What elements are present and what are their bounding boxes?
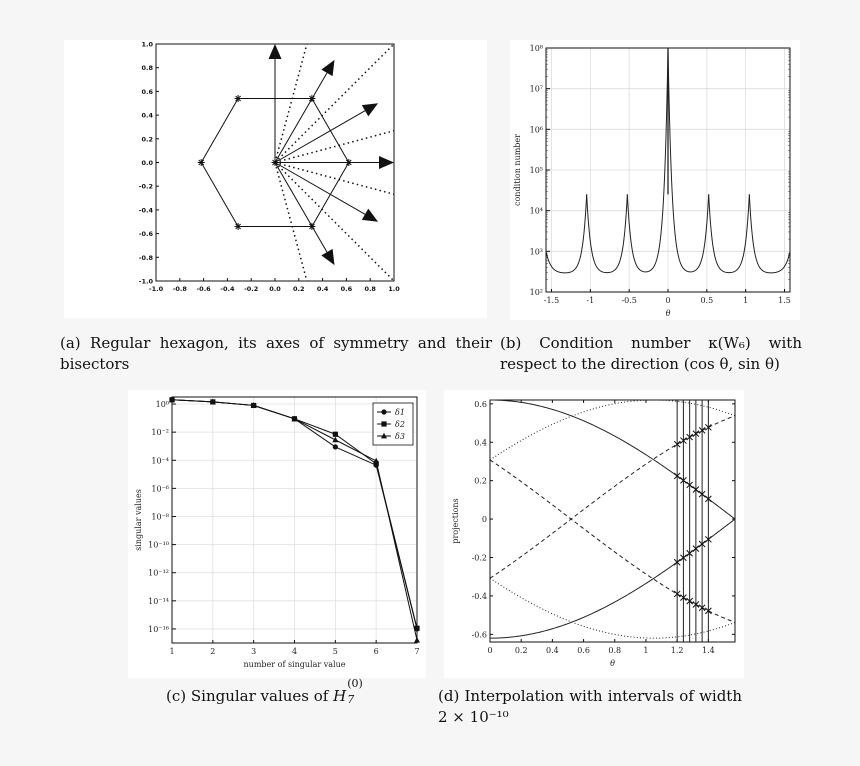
d-xtick-label: 0.4 bbox=[546, 646, 559, 655]
c-data-point bbox=[333, 432, 338, 437]
c-ytick-label: 10⁻⁸ bbox=[151, 512, 169, 522]
a-xtick-label: -0.6 bbox=[196, 285, 211, 293]
a-xtick-label: -0.8 bbox=[172, 285, 187, 293]
b-ytick-label: 10⁴ bbox=[529, 206, 543, 216]
a-ytick-label: 0.8 bbox=[141, 64, 153, 73]
a-arrow-head bbox=[321, 60, 334, 76]
a-ytick-label: 0.4 bbox=[141, 111, 153, 120]
a-symmetry-axis bbox=[275, 163, 365, 215]
c-ylabel: singular values bbox=[134, 489, 143, 551]
c-xtick-label: 4 bbox=[291, 647, 298, 656]
c-xlabel: number of singular value bbox=[243, 660, 346, 669]
caption-d: (d) Interpolation with intervals of width 2 × 10⁻¹⁰ bbox=[438, 687, 742, 726]
a-arrow-head bbox=[362, 209, 378, 222]
c-ytick-label: 10⁻⁶ bbox=[151, 484, 169, 494]
b-xtick-label: 1 bbox=[743, 296, 749, 305]
a-bisector-line bbox=[275, 107, 482, 162]
d-projection-curve bbox=[490, 400, 735, 519]
c-data-point bbox=[414, 637, 420, 643]
a-ytick-label: -0.2 bbox=[138, 182, 153, 191]
d-projection-curve bbox=[490, 416, 735, 579]
c-legend-marker bbox=[381, 421, 386, 426]
b-xlabel: θ bbox=[665, 309, 671, 318]
a-bisector-line bbox=[275, 12, 426, 163]
a-bisector-line bbox=[275, 163, 482, 218]
b-curve-segment bbox=[627, 48, 668, 272]
c-xtick-label: 5 bbox=[332, 647, 338, 656]
a-xtick-label: -1.0 bbox=[148, 285, 164, 293]
a-ytick-label: -0.4 bbox=[138, 206, 153, 215]
d-ytick-label: -0.2 bbox=[471, 553, 487, 563]
b-curve-segment bbox=[709, 194, 750, 272]
a-ytick-label: -1.0 bbox=[138, 277, 153, 286]
caption-c-text: (c) Singular values of bbox=[166, 687, 334, 705]
a-xtick-label: 0.6 bbox=[340, 285, 353, 293]
a-ytick-label: -0.6 bbox=[138, 230, 153, 239]
c-legend-label: δ2 bbox=[395, 420, 405, 429]
b-ytick-label: 10² bbox=[529, 288, 543, 297]
d-ylabel: projections bbox=[451, 498, 460, 544]
d-ytick-label: 0.6 bbox=[474, 399, 487, 409]
c-ytick-label: 10⁰ bbox=[155, 400, 169, 410]
c-ytick-label: 10⁻¹⁶ bbox=[148, 624, 169, 634]
d-xtick-label: 1.2 bbox=[670, 646, 684, 655]
a-xtick-label: -0.2 bbox=[244, 285, 259, 293]
a-ytick-label: 1.0 bbox=[141, 40, 153, 49]
a-xtick-label: 1.0 bbox=[388, 285, 400, 293]
b-ylabel: condition number bbox=[513, 134, 522, 206]
d-xlabel: θ bbox=[610, 659, 615, 668]
a-xtick-label: 0.2 bbox=[293, 285, 305, 293]
a-arrow-head bbox=[362, 103, 378, 116]
b-xtick-label: -1 bbox=[586, 296, 595, 305]
d-xtick-label: 1 bbox=[643, 646, 649, 655]
a-ytick-label: 0.6 bbox=[141, 87, 153, 96]
c-ytick-label: 10⁻² bbox=[151, 428, 169, 438]
c-xtick-label: 7 bbox=[414, 647, 420, 656]
b-curve-segment bbox=[668, 48, 709, 272]
a-ytick-label: 0.0 bbox=[141, 159, 153, 167]
d-xtick-label: 0.6 bbox=[577, 646, 590, 655]
d-projection-curve bbox=[490, 519, 735, 638]
d-ytick-label: -0.6 bbox=[471, 630, 487, 640]
d-ytick-label: 0.2 bbox=[474, 476, 487, 486]
c-legend-label: δ1 bbox=[395, 408, 405, 417]
c-legend-marker bbox=[381, 409, 386, 414]
b-curve-segment bbox=[546, 194, 587, 272]
a-ytick-label: -0.8 bbox=[138, 253, 153, 262]
b-xtick-label: -0.5 bbox=[621, 296, 637, 305]
d-xtick-label: 1.4 bbox=[701, 646, 715, 655]
a-symmetry-axis bbox=[275, 163, 327, 253]
d-xtick-label: 0.2 bbox=[514, 646, 528, 655]
b-curve-segment bbox=[749, 194, 790, 272]
a-hexagon-vertex bbox=[235, 95, 242, 102]
a-xtick-label: -0.4 bbox=[220, 285, 235, 293]
b-ytick-label: 10⁵ bbox=[529, 166, 543, 175]
a-symmetry-axis bbox=[275, 111, 365, 163]
b-curve-segment bbox=[587, 194, 628, 272]
b-ytick-label: 10³ bbox=[529, 247, 543, 257]
b-ytick-label: 10⁶ bbox=[529, 125, 543, 135]
a-arrow-head bbox=[321, 249, 334, 265]
d-xtick-label: 0.8 bbox=[608, 646, 622, 655]
caption-a: (a) Regular hexagon, its axes of symmetry and their bisectors bbox=[60, 334, 492, 373]
d-ytick-label: 0 bbox=[481, 515, 487, 525]
caption-c bbox=[166, 677, 426, 707]
d-projection-curve bbox=[490, 460, 735, 623]
caption-c-sub: 7 bbox=[347, 693, 355, 706]
c-xtick-label: 6 bbox=[373, 647, 379, 656]
caption-b: (b) Condition number κ(W₆) with respect to the direction (cos θ, sin θ) bbox=[500, 334, 802, 373]
d-projection-curve bbox=[490, 400, 735, 460]
c-xtick-label: 3 bbox=[251, 647, 257, 656]
a-xtick-label: 0.8 bbox=[364, 285, 376, 293]
b-ytick-label: 10⁷ bbox=[529, 84, 543, 94]
a-ytick-label: 0.2 bbox=[141, 135, 153, 144]
c-ytick-label: 10⁻¹⁴ bbox=[148, 596, 169, 606]
c-legend-label: δ3 bbox=[395, 432, 405, 441]
a-xtick-label: 0.4 bbox=[316, 285, 329, 293]
d-ytick-label: 0.4 bbox=[474, 438, 487, 448]
c-xtick-label: 1 bbox=[169, 647, 175, 656]
a-hexagon-vertex bbox=[198, 159, 205, 166]
b-xtick-label: 1.5 bbox=[778, 296, 791, 305]
caption-c-sup: (0) bbox=[347, 677, 363, 690]
c-ytick-label: 10⁻⁴ bbox=[151, 456, 169, 466]
a-symmetry-axis bbox=[275, 73, 327, 163]
b-xtick-label: -1.5 bbox=[543, 296, 560, 305]
a-arrow-head bbox=[269, 44, 282, 59]
b-ytick-label: 10⁸ bbox=[529, 44, 543, 53]
c-ytick-label: 10⁻¹² bbox=[148, 568, 169, 578]
c-ytick-label: 10⁻¹⁰ bbox=[148, 540, 169, 550]
c-data-point bbox=[332, 437, 338, 443]
a-hexagon-vertex bbox=[235, 223, 242, 230]
d-ytick-label: -0.4 bbox=[471, 591, 487, 601]
d-xtick-label: 0 bbox=[487, 646, 493, 655]
c-data-point bbox=[333, 444, 338, 449]
b-xtick-label: 0.5 bbox=[700, 296, 714, 305]
c-xtick-label: 2 bbox=[210, 647, 216, 656]
b-xtick-label: 0 bbox=[665, 296, 671, 305]
d-projection-curve bbox=[490, 578, 735, 638]
a-xtick-label: 0.0 bbox=[269, 285, 281, 293]
a-arrow-head bbox=[379, 156, 394, 169]
caption-c-symbol: H bbox=[333, 687, 347, 705]
